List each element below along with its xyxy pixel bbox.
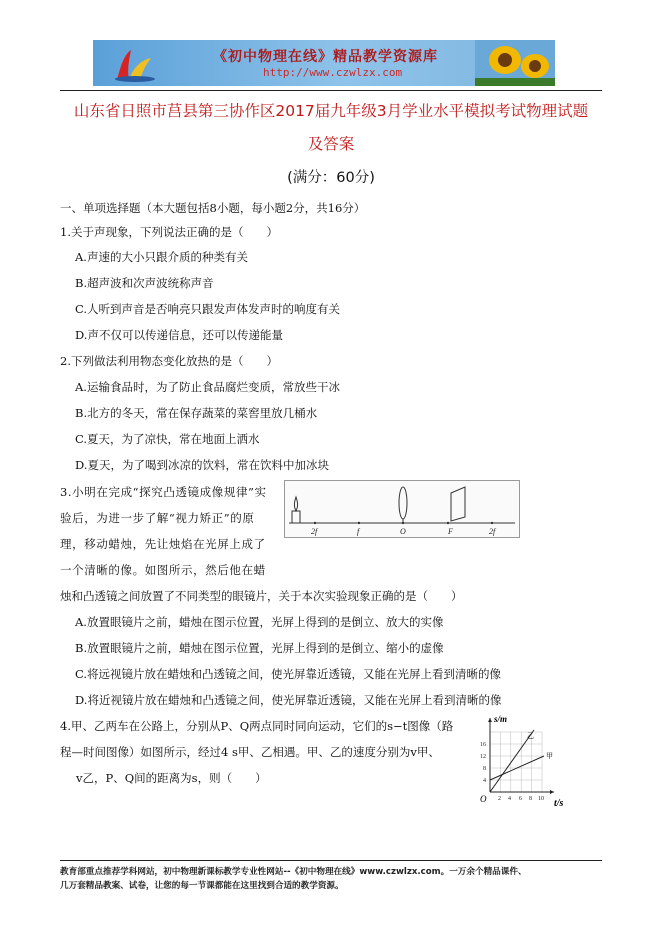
site-logo-icon bbox=[111, 46, 159, 82]
q3-option-a[interactable]: A.放置眼镜片之前，蜡烛在图示位置，光屏上得到的是倒立、放大的实像 bbox=[75, 615, 444, 629]
fig-label-f: f bbox=[357, 527, 360, 536]
q3-stem-line4: 一个清晰的像。如图所示，然后他在蜡 bbox=[60, 563, 266, 577]
footer-line2: 几万套精品教案、试卷，让您的每一节课都能在这里找到合适的教学资源。 bbox=[60, 881, 344, 891]
paper-title-line1: 山东省日照市莒县第三协作区2017届九年级3月学业水平模拟考试物理试题 bbox=[73, 102, 589, 120]
graph-ylabel: s/m bbox=[494, 714, 508, 724]
graph-xlabel: t/s bbox=[554, 798, 564, 809]
series-label-yi: 乙 bbox=[527, 732, 534, 740]
convex-lens-icon bbox=[399, 487, 407, 523]
q2-stem: 2.下列做法利用物态变化放热的是（ ） bbox=[60, 354, 278, 368]
q3-stem-line3: 理，移动蜡烛，先让烛焰在光屏上成了 bbox=[60, 537, 266, 551]
q3-stem-line1: 3.小明在完成“探究凸透镜成像规律”实 bbox=[60, 485, 267, 499]
section-heading: 一、单项选择题（本大题包括8小题，每小题2分，共16分） bbox=[60, 201, 366, 215]
graph-ytick: 12 bbox=[480, 754, 486, 760]
paper-title-line2: 及答案 bbox=[307, 135, 355, 153]
q2-option-c[interactable]: C.夏天，为了凉快，常在地面上洒水 bbox=[75, 432, 260, 446]
footer-line1: 教育部重点推荐学科网站，初中物理新课标教学专业性网站--《初中物理在线》www.czwlzx.com。一万余个精品课件、 bbox=[60, 867, 527, 877]
q1-stem: 1.关于声现象，下列说法正确的是（ ） bbox=[60, 225, 278, 239]
light-screen-icon bbox=[451, 487, 465, 521]
fig-label-2f-right: 2f bbox=[489, 527, 496, 536]
q3-stem-line2: 验后，为进一步了解“视力矫正”的原 bbox=[60, 511, 255, 525]
q4-stem-line2: 程—时间图像）如图所示，经过4 s甲、乙相遇。甲、乙的速度分别为v甲、 bbox=[60, 745, 440, 759]
full-score: (满分：60分) bbox=[287, 170, 375, 186]
s-t-graph bbox=[472, 710, 572, 810]
banner-title: 《初中物理在线》精品教学资源库 bbox=[213, 49, 438, 65]
graph-xtick: 8 bbox=[529, 796, 532, 802]
candle-icon bbox=[292, 497, 300, 523]
lens-experiment-figure bbox=[284, 480, 520, 538]
graph-xtick: 10 bbox=[538, 796, 544, 802]
q3-option-c[interactable]: C.将远视镜片放在蜡烛和凸透镜之间，使光屏靠近透镜，又能在光屏上看到清晰的像 bbox=[75, 667, 502, 681]
graph-xtick: 6 bbox=[519, 796, 522, 802]
header-rule bbox=[60, 90, 602, 91]
fig-label-f-right: F bbox=[448, 527, 453, 536]
header-banner bbox=[93, 40, 555, 86]
q1-option-c[interactable]: C.人听到声音是否响亮只跟发声体发声时的响度有关 bbox=[75, 302, 341, 316]
fig-label-o: O bbox=[400, 527, 406, 536]
q4-stem-line3: v乙，P、Q间的距离为s，则（ ） bbox=[76, 771, 267, 785]
q3-option-b[interactable]: B.放置眼镜片之前，蜡烛在图示位置，光屏上得到的是倒立、缩小的虚像 bbox=[75, 641, 444, 655]
footer-rule bbox=[60, 860, 602, 861]
q2-option-a[interactable]: A.运输食品时，为了防止食品腐烂变质，常放些干冰 bbox=[75, 380, 340, 394]
q1-option-d[interactable]: D.声不仅可以传递信息，还可以传递能量 bbox=[75, 328, 283, 342]
q1-option-b[interactable]: B.超声波和次声波统称声音 bbox=[75, 276, 214, 290]
banner-url[interactable]: http://www.czwlzx.com bbox=[263, 66, 403, 79]
q4-stem-line1: 4.甲、乙两车在公路上，分别从P、Q两点同时同向运动，它们的s−t图像（路 bbox=[60, 719, 454, 733]
fig-label-2f-left: 2f bbox=[311, 527, 318, 536]
q2-option-b[interactable]: B.北方的冬天，常在保存蔬菜的菜窖里放几桶水 bbox=[75, 406, 318, 420]
q1-option-a[interactable]: A.声速的大小只跟介质的种类有关 bbox=[75, 250, 248, 264]
series-label-jia: 甲 bbox=[546, 752, 553, 760]
sunflower-icon bbox=[475, 40, 555, 86]
q2-option-d[interactable]: D.夏天，为了喝到冰凉的饮料，常在饮料中加冰块 bbox=[75, 458, 329, 472]
graph-xtick: 2 bbox=[498, 796, 501, 802]
graph-ytick: 4 bbox=[483, 778, 486, 784]
q3-stem-line5: 烛和凸透镜之间放置了不同类型的眼镜片，关于本次实验现象正确的是（ ） bbox=[60, 589, 463, 603]
graph-ytick: 16 bbox=[480, 742, 486, 748]
q3-option-d[interactable]: D.将近视镜片放在蜡烛和凸透镜之间，使光屏靠近透镜，又能在光屏上看到清晰的像 bbox=[75, 693, 502, 707]
graph-ytick: 8 bbox=[483, 766, 486, 772]
graph-origin: O bbox=[480, 794, 487, 804]
graph-xtick: 4 bbox=[508, 796, 511, 802]
